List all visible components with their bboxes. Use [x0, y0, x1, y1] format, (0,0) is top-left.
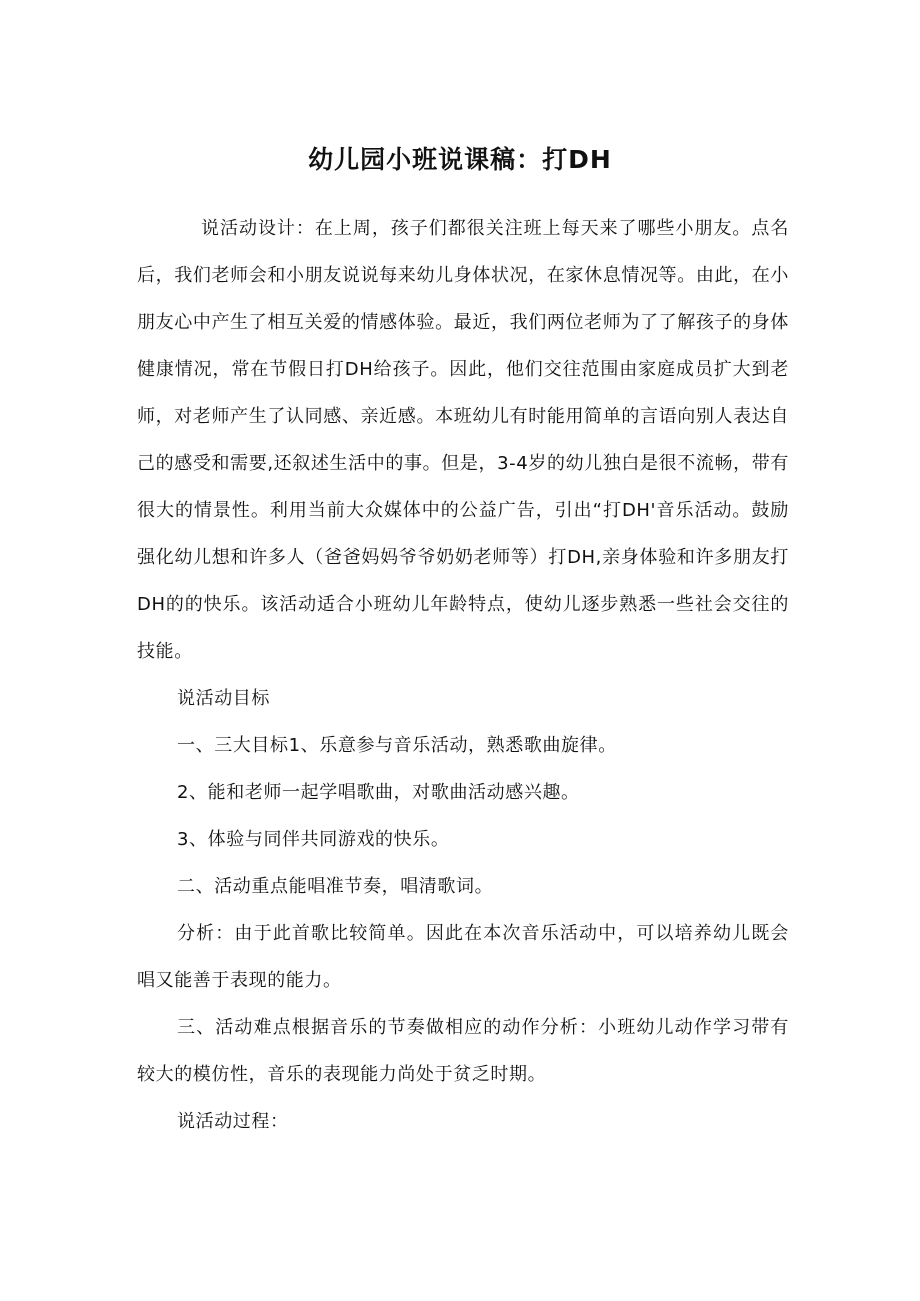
- paragraph-objective-2: 2、能和老师一起学唱歌曲，对歌曲活动感兴趣。: [177, 782, 580, 803]
- paragraph-objective-1: 一、三大目标1、乐意参与音乐活动，熟悉歌曲旋律。: [177, 735, 617, 756]
- paragraph-objectives-heading: 说活动目标: [177, 688, 270, 709]
- document-title: 幼儿园小班说课稿：打DH: [308, 145, 612, 174]
- paragraph-key-point: 二、活动重点能唱准节奏，唱清歌词。: [177, 876, 494, 897]
- paragraph-objective-3: 3、体验与同伴共同游戏的快乐。: [177, 829, 450, 850]
- paragraph-process-heading: 说活动过程：: [177, 1111, 289, 1132]
- paragraph-activity-design: 说活动设计：在上周，孩子们都很关注班上每天来了哪些小朋友。点名后，我们老师会和小朋友说说每来幼儿身体状况，在家休息情况等。由此，在小朋友心中产生了相互关爱的情感体验。最近，我们两位老师为了了解孩子的身体健康情况，常在节假日打DH给孩子。因此，他们交往范围由家庭成员扩大到老师，对老师产生了认同感、亲近感。本班幼儿有时能用简单的言语向别人表达自己的感受和需要,还叙述生活中的事。但是，3-4岁的幼儿独白是很不流畅，带有很大的情景性。利用当前大众媒体中的公益广告，引出“打DH'音乐活动。鼓励强化幼儿想和许多人（爸爸妈妈爷爷奶奶老师等）打DH,亲身体验和许多朋友打DH的的快乐。该活动适合小班幼儿年龄特点，使幼儿逐步熟悉一些社会交往的技能。: [137, 218, 789, 662]
- paragraph-difficulty: 三、活动难点根据音乐的节奏做相应的动作分析：小班幼儿动作学习带有较大的模仿性，音乐的表现能力尚处于贫乏时期。: [137, 1017, 789, 1085]
- paragraph-analysis: 分析：由于此首歌比较简单。因此在本次音乐活动中，可以培养幼儿既会唱又能善于表现的能力。: [137, 923, 789, 991]
- document-body: [137, 205, 789, 1145]
